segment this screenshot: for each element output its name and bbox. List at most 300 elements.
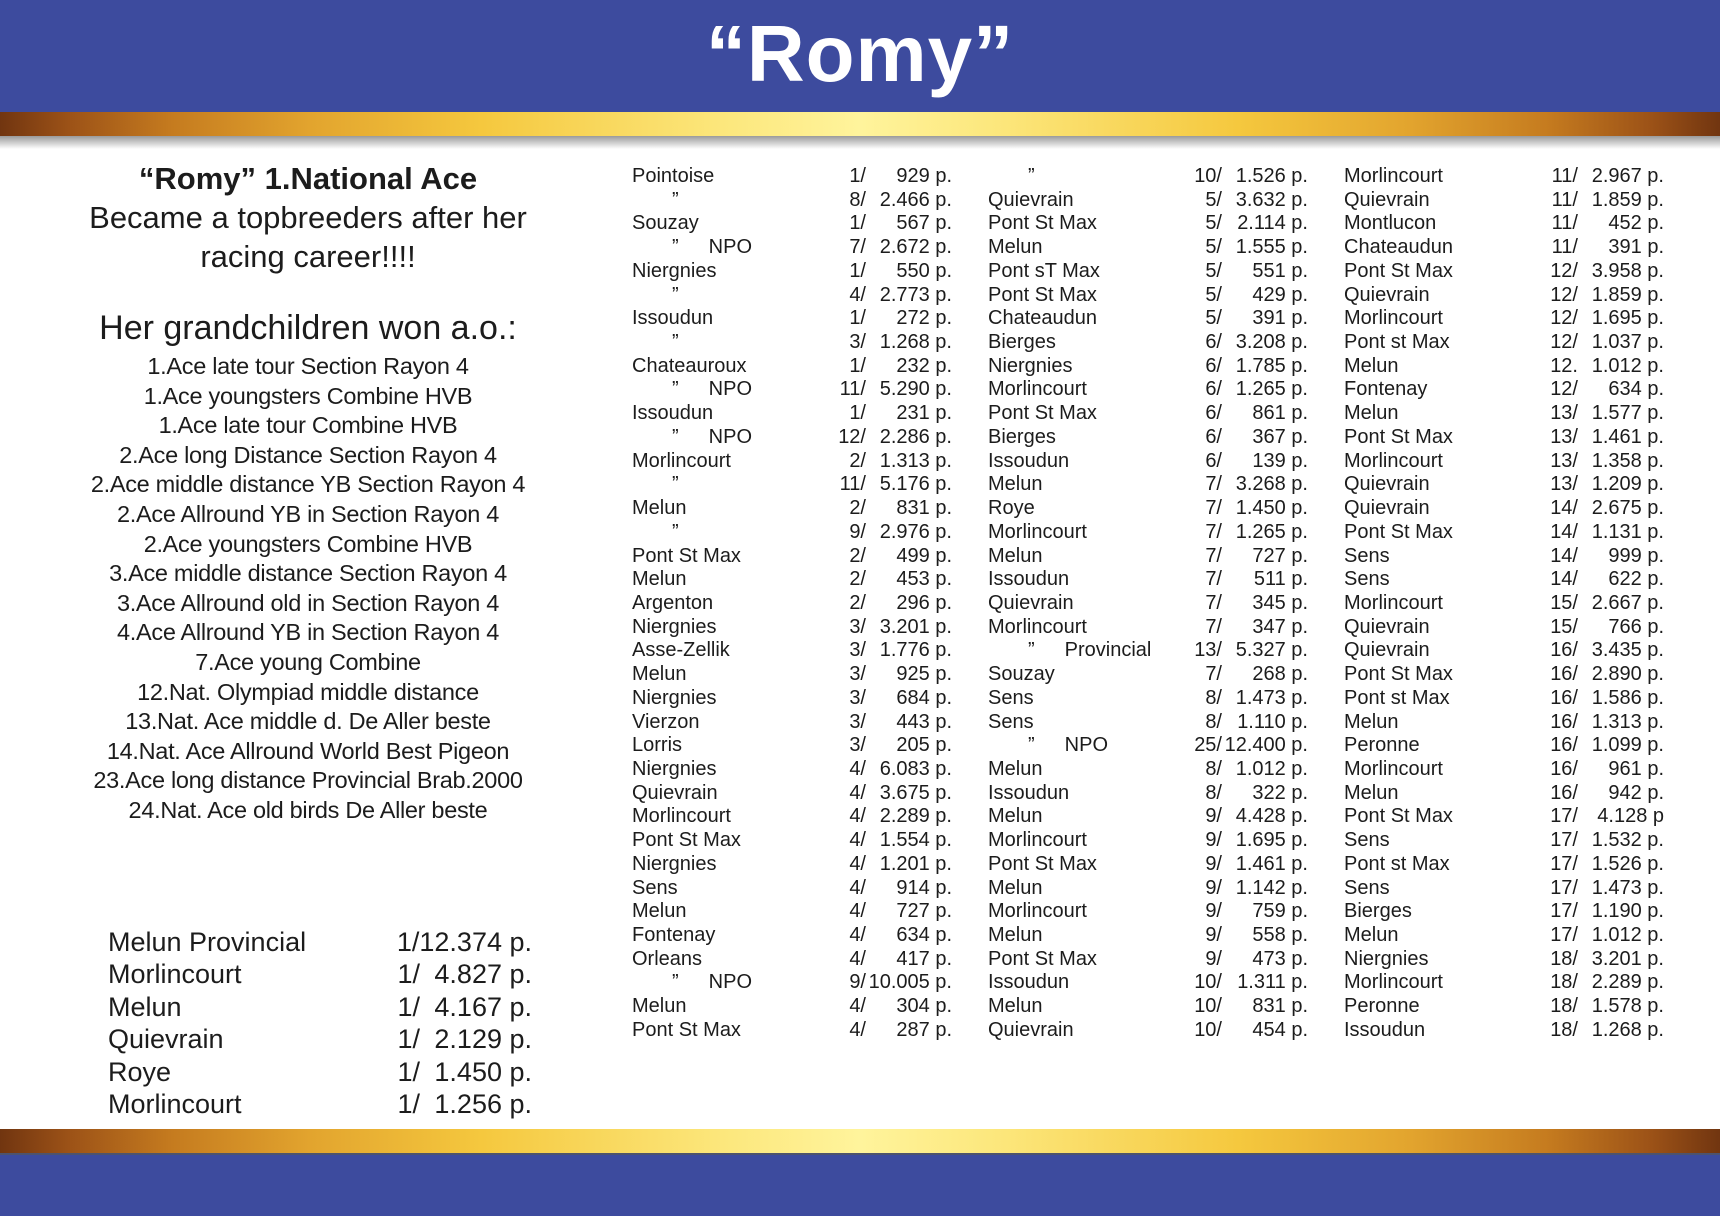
race-points: 139 p. [1252, 449, 1308, 472]
race-note: NPO [708, 971, 753, 994]
race-name: Melun Provincial [108, 926, 307, 957]
results-column [988, 165, 1308, 1043]
race-name: Pont sT Max [988, 259, 1100, 282]
result-row [1344, 900, 1664, 924]
race-points: 567 p. [896, 212, 952, 235]
race-name: Quievrain [988, 591, 1074, 614]
ditto-mark: ” [1028, 734, 1035, 757]
race-name: Pont St Max [988, 947, 1097, 970]
race-name: Melun [632, 995, 687, 1018]
result-row [988, 307, 1308, 331]
race-position: 9/ [849, 971, 866, 994]
race-points: 3.208 p. [1235, 331, 1308, 354]
result-row [632, 284, 952, 308]
ditto-mark: ” [672, 425, 679, 448]
result-row [1344, 592, 1664, 616]
race-name: Niergnies [632, 686, 717, 709]
race-position: 4/ [849, 947, 866, 970]
top-result-row [108, 1056, 532, 1089]
race-points: 831 p. [896, 497, 952, 520]
result-row [632, 426, 952, 450]
race-name: Pont St Max [1344, 425, 1453, 448]
race-position: 8/ [1205, 686, 1222, 709]
race-name: Sens [1344, 544, 1390, 567]
race-name: Sens [1344, 876, 1390, 899]
race-name: Lorris [632, 734, 683, 757]
race-note: NPO [708, 378, 753, 401]
race-position: 7/ [1205, 497, 1222, 520]
race-position: 11/ [1551, 212, 1578, 235]
race-points: 2.129 p. [434, 1024, 532, 1054]
race-name: Quievrain [1344, 639, 1430, 662]
race-name: Morlincourt [1344, 757, 1443, 780]
header-banner [0, 0, 1720, 112]
race-name: Sens [1344, 568, 1390, 591]
achievement-item: 13.Nat. Ace middle d. De Aller beste [125, 708, 491, 735]
race-points: 766 p. [1608, 615, 1664, 638]
race-position: 2/ [849, 591, 866, 614]
race-points: 1.577 p. [1591, 402, 1664, 425]
race-position: 11/ [1551, 165, 1578, 187]
result-row [1344, 473, 1664, 497]
race-position: 14/ [1550, 544, 1578, 567]
race-position: 13/ [1194, 639, 1222, 662]
race-note: NPO [708, 236, 753, 259]
race-name: Quievrain [988, 188, 1074, 211]
race-name: Pont St Max [632, 829, 741, 852]
ditto-mark: ” [672, 236, 679, 259]
result-row [1344, 877, 1664, 901]
race-position: 7/ [1205, 591, 1222, 614]
race-points: 5.327 p. [1235, 639, 1308, 662]
race-position: 1/ [849, 212, 866, 235]
content [0, 149, 1720, 1129]
result-row [1344, 1019, 1664, 1043]
result-row [632, 687, 952, 711]
race-name: Pont St Max [1344, 520, 1453, 543]
race-position: 5/ [1205, 212, 1222, 235]
race-points: 272 p. [896, 307, 952, 330]
race-points: 1.450 p. [1235, 497, 1308, 520]
intro-subtitle-line: Became a topbreeders after her [89, 200, 527, 235]
result-row [988, 545, 1308, 569]
race-name: Morlincourt [108, 959, 242, 989]
race-points: 1.555 p. [1235, 236, 1308, 259]
race-position: 4/ [849, 781, 866, 804]
race-name: Peronne [1344, 734, 1420, 757]
result-row [988, 426, 1308, 450]
race-position: 3/ [849, 686, 866, 709]
race-name: Pont St Max [1344, 805, 1453, 828]
result-row [632, 189, 952, 213]
race-points: 2.667 p. [1591, 591, 1664, 614]
race-name [632, 189, 814, 213]
race-points: 550 p. [896, 259, 952, 282]
race-points: 3.435 p. [1591, 639, 1664, 662]
race-name: Asse-Zellik [632, 639, 730, 662]
result-row [632, 236, 952, 260]
race-position: 14/ [1550, 520, 1578, 543]
race-points: 622 p. [1608, 568, 1664, 591]
race-position: 16/ [1550, 663, 1578, 686]
race-name: Morlincourt [1344, 307, 1443, 330]
result-row [632, 521, 952, 545]
race-position: 15/ [1550, 591, 1578, 614]
race-position: 9/ [1205, 947, 1222, 970]
race-name: Morlincourt [1344, 591, 1443, 614]
race-position: 7/ [1205, 544, 1222, 567]
result-row [988, 1019, 1308, 1043]
result-row [632, 331, 952, 355]
result-row [632, 758, 952, 782]
result-row [632, 1019, 952, 1043]
race-name: Niergnies [632, 852, 717, 875]
top-results-table [82, 926, 534, 1121]
race-position: 5/ [1205, 307, 1222, 330]
race-name: Quievrain [988, 1018, 1074, 1041]
race-points: 429 p. [1252, 283, 1308, 306]
race-points: 2.466 p. [879, 188, 952, 211]
result-row [988, 355, 1308, 379]
race-name: Melun [988, 236, 1043, 259]
result-row [1344, 829, 1664, 853]
race-points: 1.578 p. [1591, 995, 1664, 1018]
race-position: 18/ [1550, 995, 1578, 1018]
result-row [1344, 307, 1664, 331]
race-position: 12/ [1550, 259, 1578, 282]
race-points: 10.005 p. [868, 971, 952, 994]
race-name: Roye [108, 1056, 172, 1087]
race-name: Souzay [632, 212, 699, 235]
race-name: Vierzon [632, 710, 700, 733]
race-position: 6/ [1205, 402, 1222, 425]
race-position: 1/ [849, 402, 866, 425]
race-points: 999 p. [1608, 544, 1664, 567]
race-points: 759 p. [1252, 900, 1308, 923]
result-row [988, 189, 1308, 213]
race-name: Melun [1344, 781, 1399, 804]
result-row [1344, 687, 1664, 711]
race-name: Melun [988, 757, 1043, 780]
top-result-row [108, 926, 532, 959]
race-points: 1.311 p. [1237, 971, 1308, 994]
race-position: 13/ [1550, 402, 1578, 425]
race-points: 205 p. [896, 734, 952, 757]
race-note: NPO [708, 425, 753, 448]
race-points: 2.773 p. [879, 283, 952, 306]
result-row [988, 212, 1308, 236]
race-name: Chateaudun [1344, 236, 1453, 259]
race-position: 14/ [1550, 497, 1578, 520]
race-position: 13/ [1550, 449, 1578, 472]
race-name: Melun [988, 924, 1043, 946]
race-points: 2.675 p. [1591, 497, 1664, 520]
race-name: Pont st Max [1344, 686, 1450, 709]
result-row [988, 402, 1308, 426]
race-name: Bierges [988, 331, 1056, 354]
race-name: Issoudun [988, 568, 1070, 591]
race-position: 3/ [849, 615, 866, 638]
race-name: Melun [988, 876, 1043, 899]
race-position: 16/ [1550, 686, 1578, 709]
race-points: 914 p. [896, 876, 952, 899]
result-row [988, 948, 1308, 972]
result-row [632, 995, 952, 1019]
race-position: 2/ [849, 449, 866, 472]
ditto-mark: ” [1028, 639, 1035, 662]
race-position: 1/ [849, 259, 866, 282]
race-points: 3.201 p. [879, 615, 952, 638]
result-row [632, 734, 952, 758]
result-row [1344, 426, 1664, 450]
race-points: 1.012 p. [1591, 924, 1664, 946]
result-row [988, 924, 1308, 948]
result-row [1344, 995, 1664, 1019]
race-position: 16/ [1550, 710, 1578, 733]
race-name: Morlincourt [108, 1089, 242, 1119]
race-points: 1.554 p. [879, 829, 952, 852]
race-points: 2.289 p. [1591, 971, 1664, 994]
race-position: 7/ [1205, 568, 1222, 591]
race-points: 634 p. [896, 924, 952, 946]
race-name: Melun [988, 473, 1043, 496]
race-points: 1.110 p. [1237, 710, 1308, 733]
race-position: 25/ [1194, 734, 1222, 757]
race-position: 12/ [1550, 331, 1578, 354]
race-position: 3/ [849, 734, 866, 757]
race-points: 1.201 p. [879, 852, 952, 875]
result-row [632, 877, 952, 901]
race-position: 4/ [849, 283, 866, 306]
result-row [632, 805, 952, 829]
race-position: 10/ [1194, 1018, 1222, 1041]
race-name: Quievrain [1344, 615, 1430, 638]
race-position: 9/ [1205, 876, 1222, 899]
achievement-item: 7.Ace young Combine [195, 648, 421, 675]
race-name: Issoudun [632, 307, 714, 330]
ditto-mark: ” [672, 473, 679, 496]
achievement-item: 2.Ace Allround YB in Section Rayon 4 [117, 500, 499, 527]
race-points: 2.114 p. [1237, 212, 1308, 235]
race-points: 1.586 p. [1591, 686, 1664, 709]
race-points: 453 p. [896, 568, 952, 591]
race-position: 1/ [849, 307, 866, 330]
result-row [988, 497, 1308, 521]
race-name: Bierges [988, 425, 1056, 448]
race-position: 12/ [1550, 378, 1578, 401]
achievement-item: 3.Ace middle distance Section Rayon 4 [109, 560, 507, 587]
race-name: Melun [632, 568, 687, 591]
intro-subtitle-line: racing career!!!! [200, 239, 416, 274]
grandchildren-heading: Her grandchildren won a.o.: [99, 309, 517, 347]
result-row [632, 568, 952, 592]
result-row [988, 331, 1308, 355]
race-name: Melun [1344, 354, 1399, 377]
achievement-item: 2.Ace youngsters Combine HVB [143, 530, 473, 557]
race-points: 3.958 p. [1591, 259, 1664, 282]
result-row [988, 995, 1308, 1019]
race-position: 13/ [1550, 425, 1578, 448]
race-name: Morlincourt [1344, 165, 1443, 187]
race-name: Fontenay [632, 924, 716, 946]
race-points: 2.672 p. [879, 236, 952, 259]
race-position: 18/ [1550, 947, 1578, 970]
result-row [1344, 663, 1664, 687]
race-points: 1.859 p. [1591, 283, 1664, 306]
race-name: Melun [1344, 924, 1399, 946]
result-row [632, 402, 952, 426]
result-row [988, 236, 1308, 260]
race-name: Sens [988, 686, 1034, 709]
race-points: 1.209 p. [1591, 473, 1664, 496]
race-name: Pont st Max [1344, 331, 1450, 354]
result-row [988, 877, 1308, 901]
race-position: 15/ [1550, 615, 1578, 638]
race-position: 16/ [1550, 734, 1578, 757]
race-position: 9/ [1205, 852, 1222, 875]
result-row [988, 758, 1308, 782]
race-name: Quievrain [108, 1024, 224, 1054]
result-row [988, 853, 1308, 877]
race-points: 5.290 p. [879, 378, 952, 401]
race-points: 304 p. [896, 995, 952, 1018]
race-name: Pont St Max [988, 283, 1097, 306]
race-position: 18/ [1550, 971, 1578, 994]
result-row [1344, 189, 1664, 213]
race-position: 10/ [1194, 971, 1222, 994]
race-name: Niergnies [632, 757, 717, 780]
header-shadow [0, 136, 1720, 149]
race-points: 345 p. [1252, 591, 1308, 614]
race-name: Niergnies [1344, 947, 1429, 970]
results-column [1344, 165, 1664, 1043]
race-points: 1.526 p. [1591, 852, 1664, 875]
race-points: 551 p. [1252, 259, 1308, 282]
ditto-mark: ” [672, 331, 679, 354]
achievement-item: 23.Ace long distance Provincial Brab.2000 [93, 767, 523, 794]
result-row [988, 971, 1308, 995]
race-points: 1.473 p. [1591, 876, 1664, 899]
result-row [632, 853, 952, 877]
top-result-row [108, 1088, 532, 1121]
result-row [632, 639, 952, 663]
result-row [988, 711, 1308, 735]
race-points: 452 p. [1608, 212, 1664, 235]
result-row [632, 924, 952, 948]
result-row [632, 663, 952, 687]
result-row [632, 497, 952, 521]
results-grid [632, 155, 1664, 1043]
race-name: Niergnies [632, 259, 717, 282]
result-row [1344, 734, 1664, 758]
achievement-item: 3.Ace Allround old in Section Rayon 4 [116, 589, 500, 616]
race-name: Montlucon [1344, 212, 1437, 235]
race-position: 11/ [1551, 236, 1578, 259]
race-points: 1.461 p. [1235, 852, 1308, 875]
race-name [632, 284, 814, 308]
race-points: 4.167 p. [434, 991, 532, 1022]
race-points: 1.099 p. [1591, 734, 1664, 757]
race-points: 1.012 p. [1235, 757, 1308, 780]
race-name [632, 426, 814, 450]
result-row [632, 165, 952, 189]
race-name: Melun [988, 544, 1043, 567]
race-name: Orleans [632, 947, 703, 970]
footer-banner [0, 1153, 1720, 1216]
ditto-mark: ” [672, 378, 679, 401]
race-points: 473 p. [1252, 947, 1308, 970]
top-result-row [108, 991, 532, 1024]
race-position: 11/ [839, 378, 866, 401]
race-position: 14/ [1550, 568, 1578, 591]
result-row [988, 663, 1308, 687]
race-name: Quievrain [1344, 283, 1430, 306]
race-points: 391 p. [1252, 307, 1308, 330]
result-row [1344, 924, 1664, 948]
page-title: “Romy” [705, 9, 1015, 98]
race-position: 10/ [1194, 165, 1222, 187]
result-row [1344, 758, 1664, 782]
race-points: 558 p. [1252, 924, 1308, 946]
result-row [988, 805, 1308, 829]
result-row [1344, 853, 1664, 877]
race-points: 391 p. [1608, 236, 1664, 259]
race-position: 1/ [397, 1056, 420, 1087]
race-name: Roye [988, 497, 1035, 520]
result-row [1344, 260, 1664, 284]
race-name: Issoudun [988, 449, 1070, 472]
race-position: 8/ [1205, 710, 1222, 733]
race-name: Melun [632, 497, 687, 520]
result-row [988, 900, 1308, 924]
race-position: 2/ [849, 497, 866, 520]
race-position: 12/ [1550, 307, 1578, 330]
race-position: 4/ [849, 924, 866, 946]
result-row [1344, 805, 1664, 829]
race-name: Morlincourt [988, 378, 1087, 401]
race-points: 2.289 p. [879, 805, 952, 828]
race-points: 1.526 p. [1235, 165, 1308, 187]
race-position: 17/ [1550, 924, 1578, 946]
result-row [988, 616, 1308, 640]
race-position: 7/ [849, 236, 866, 259]
achievements-list [82, 352, 534, 826]
race-points: 1.268 p. [1591, 1018, 1664, 1041]
result-row [1344, 521, 1664, 545]
race-points: 1.265 p. [1235, 520, 1308, 543]
race-points: 3.201 p. [1591, 947, 1664, 970]
ditto-mark: ” [672, 520, 679, 543]
race-name: Issoudun [988, 781, 1070, 804]
race-points: 231 p. [896, 402, 952, 425]
result-row [988, 568, 1308, 592]
race-points: 1.358 p. [1591, 449, 1664, 472]
result-row [1344, 236, 1664, 260]
race-name: Morlincourt [988, 829, 1087, 852]
race-position: 3/ [849, 663, 866, 686]
race-position: 7/ [1205, 520, 1222, 543]
race-position: 11/ [839, 473, 866, 496]
race-name: Melun [1344, 710, 1399, 733]
race-position: 7/ [1205, 615, 1222, 638]
race-name: Niergnies [988, 354, 1073, 377]
ditto-mark: ” [1028, 165, 1035, 187]
race-name: Melun [988, 805, 1043, 828]
race-points: 1.268 p. [879, 331, 952, 354]
gold-divider-bottom [0, 1129, 1720, 1153]
race-points: 1.695 p. [1235, 829, 1308, 852]
race-position: 1/ [396, 926, 420, 957]
